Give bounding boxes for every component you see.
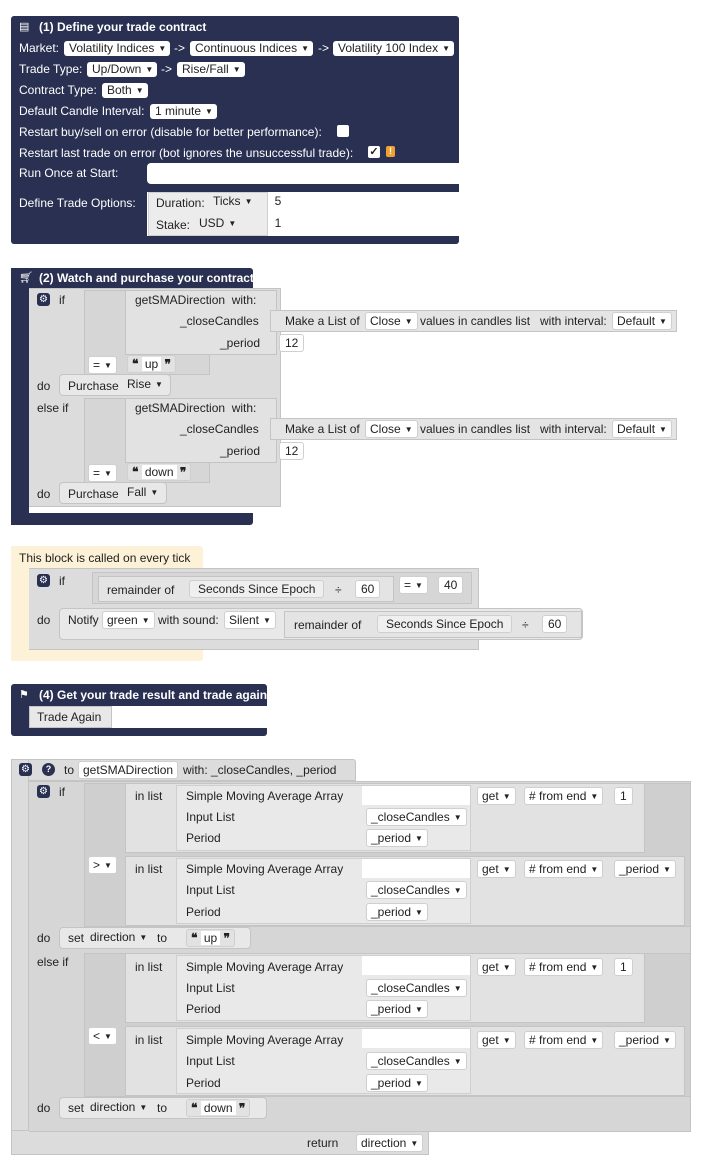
input-list-label-1: Input List [186, 810, 235, 824]
func-do-label-2: do [37, 1101, 51, 1115]
in-list-label-1: in list [135, 789, 163, 803]
duration-label: Duration: [156, 196, 205, 210]
arg-period-2: _period [220, 444, 261, 458]
sma-label-1: Simple Moving Average Array [186, 789, 344, 803]
fn-name-1: getSMADirection with: [135, 293, 257, 307]
with-interval-1: with interval: [540, 314, 607, 328]
notify-label: Notify [68, 613, 99, 627]
func-left [11, 759, 29, 1155]
symbol-dropdown[interactable]: Volatility 100 Index ▼ [333, 41, 454, 56]
with-interval-2: with interval: [540, 422, 607, 436]
period-dropdown-2[interactable]: _period ▼ [366, 903, 428, 921]
market-label: Market: [19, 41, 60, 55]
trade-type-label: Trade Type: [19, 62, 83, 76]
func-name-field[interactable]: getSMADirection [78, 761, 178, 779]
close-candles-dropdown-2[interactable]: _closeCandles ▼ [366, 881, 467, 899]
do-label-2: do [37, 487, 51, 501]
gt-dropdown[interactable]: > ▼ [88, 856, 117, 874]
period-label-4: Period [186, 1076, 221, 1090]
sma-slot-4 [362, 1029, 470, 1048]
return-label: return [307, 1136, 339, 1150]
text-down-2[interactable]: ❝ down ❞ [127, 463, 191, 481]
divisor-input-2[interactable]: 60 [542, 615, 567, 633]
in-list-label-2: in list [135, 862, 163, 876]
arg-close-candles-2: _closeCandles [180, 422, 259, 436]
market-dropdown[interactable]: Volatility Indices ▼ [64, 41, 170, 56]
in-list-label-3: in list [135, 960, 163, 974]
contract-type-dropdown[interactable]: Both ▼ [102, 83, 148, 98]
from-end-dropdown-4[interactable]: # from end ▼ [524, 1031, 603, 1049]
trade-type-dropdown[interactable]: Up/Down ▼ [87, 62, 157, 77]
restart-last-checkbox[interactable]: ✓ [369, 146, 379, 158]
submarket-dropdown[interactable]: Continuous Indices ▼ [190, 41, 313, 56]
stake-currency-dropdown[interactable]: USD ▼ [199, 216, 237, 230]
text-down-func[interactable]: ❝ down ❞ [186, 1099, 250, 1117]
candle-interval-dropdown[interactable]: 1 minute ▼ [150, 104, 217, 119]
period-dropdown-1[interactable]: _period ▼ [366, 829, 428, 847]
block1-title: (1) Define your trade contract [39, 20, 207, 34]
else-if-label: else if [37, 401, 69, 415]
gear-icon[interactable]: ⚙ [37, 574, 50, 587]
arrow-1: -> [174, 41, 186, 55]
period-label-1: Period [186, 831, 221, 845]
div-sign-2: ÷ [522, 618, 529, 632]
get-dropdown-4[interactable]: get ▼ [477, 1031, 516, 1049]
input-list-label-4: Input List [186, 1054, 235, 1068]
fn-name-2: getSMADirection with: [135, 401, 257, 415]
duration-unit-dropdown[interactable]: Ticks ▼ [213, 194, 253, 208]
purchase-dropdown-rise[interactable]: Rise ▼ [127, 377, 163, 391]
sma-label-2: Simple Moving Average Array [186, 862, 344, 876]
func-do-label-1: do [37, 931, 51, 945]
do-label-tick: do [37, 613, 51, 627]
close-candles-dropdown-4[interactable]: _closeCandles ▼ [366, 1052, 467, 1070]
get-dropdown-1[interactable]: get ▼ [477, 787, 516, 805]
period-index-dropdown-2[interactable]: _period ▼ [614, 860, 676, 878]
make-list-1: Make a List of [285, 314, 360, 328]
duration-input[interactable]: 5 [269, 193, 287, 211]
sma-label-3: Simple Moving Average Array [186, 960, 344, 974]
with-sound-label: with sound: [158, 613, 219, 627]
price-type-dropdown-1[interactable]: Close ▼ [365, 312, 418, 330]
block2-bottom-bar [11, 513, 253, 525]
sma-label-4: Simple Moving Average Array [186, 1033, 344, 1047]
seconds-since-epoch-2[interactable]: Seconds Since Epoch [377, 615, 512, 633]
input-list-label-2: Input List [186, 883, 235, 897]
run-once-label: Run Once at Start: [19, 166, 119, 180]
arrow-2: -> [318, 41, 330, 55]
from-end-dropdown-1[interactable]: # from end ▼ [524, 787, 603, 805]
get-dropdown-3[interactable]: get ▼ [477, 958, 516, 976]
eq-dropdown-2[interactable]: = ▼ [88, 464, 117, 482]
period-input-1[interactable]: 12 [279, 334, 304, 352]
set-label-2: set [68, 1101, 85, 1115]
func-to-label: to [64, 763, 75, 777]
do-label-1: do [37, 379, 51, 393]
return-direction-dropdown[interactable]: direction ▼ [356, 1134, 423, 1152]
eq-dropdown-tick[interactable]: = ▼ [399, 576, 428, 594]
restart-buy-label: Restart buy/sell on error (disable for better performance): [19, 125, 322, 139]
get-dropdown-2[interactable]: get ▼ [477, 860, 516, 878]
arrow-3: -> [161, 62, 173, 76]
trade-subtype-dropdown[interactable]: Rise/Fall ▼ [177, 62, 245, 77]
notify-color-dropdown[interactable]: green ▼ [102, 611, 155, 629]
arg-period-1: _period [220, 336, 261, 350]
if-label-tick: if [59, 574, 65, 588]
stake-label: Stake: [156, 218, 191, 232]
seconds-since-epoch-1[interactable]: Seconds Since Epoch [189, 580, 324, 598]
contract-type-label: Contract Type: [19, 83, 97, 97]
flag-icon: ⚑ [19, 689, 29, 701]
text-up-1[interactable]: ❝ up ❞ [127, 355, 176, 373]
values-in-1: values in candles list [420, 314, 531, 328]
text-up-func[interactable]: ❝ up ❞ [186, 929, 235, 947]
sma-slot-3 [362, 956, 470, 975]
eq-dropdown-1[interactable]: = ▼ [88, 356, 117, 374]
remainder-label-2: remainder of [294, 618, 362, 632]
set-label-1: set [68, 931, 85, 945]
if-label: if [59, 293, 65, 307]
cart-icon: 🛒︎ [19, 272, 33, 284]
block4-title: (4) Get your trade result and trade again [39, 688, 268, 702]
help-icon[interactable]: ? [42, 763, 55, 776]
period-label-2: Period [186, 905, 221, 919]
index-input-1[interactable]: 1 [614, 787, 633, 805]
interval-dropdown-2[interactable]: Default ▼ [612, 420, 672, 438]
block2-title: (2) Watch and purchase your contract [39, 271, 254, 285]
purchase-label-2: Purchase [68, 487, 119, 501]
input-list-label-3: Input List [186, 981, 235, 995]
define-options-label: Define Trade Options: [19, 196, 136, 210]
sma-slot-1 [362, 786, 470, 805]
in-list-label-4: in list [135, 1033, 163, 1047]
values-in-2: values in candles list [420, 422, 531, 436]
divisor-input-1[interactable]: 60 [355, 580, 380, 598]
period-dropdown-3[interactable]: _period ▼ [366, 1000, 428, 1018]
func-params: with: _closeCandles, _period [183, 763, 337, 777]
period-input-2[interactable]: 12 [279, 442, 304, 460]
from-end-dropdown-3[interactable]: # from end ▼ [524, 958, 603, 976]
div-sign-1: ÷ [335, 583, 342, 597]
to-label-2: to [157, 1101, 168, 1115]
from-end-dropdown-2[interactable]: # from end ▼ [524, 860, 603, 878]
close-candles-dropdown-3[interactable]: _closeCandles ▼ [366, 979, 467, 997]
sound-dropdown[interactable]: Silent ▼ [224, 611, 276, 629]
direction-var-dropdown-1[interactable]: direction ▼ [90, 930, 148, 944]
purchase-dropdown-fall[interactable]: Fall ▼ [127, 485, 159, 499]
index-input-3[interactable]: 1 [614, 958, 633, 976]
compare-value-input[interactable]: 40 [438, 576, 463, 594]
close-candles-dropdown-1[interactable]: _closeCandles ▼ [366, 808, 467, 826]
warning-icon[interactable]: ! [386, 146, 395, 157]
interval-dropdown-1[interactable]: Default ▼ [612, 312, 672, 330]
gear-icon[interactable]: ⚙ [19, 763, 32, 776]
lt-dropdown[interactable]: < ▼ [88, 1027, 117, 1045]
price-type-dropdown-2[interactable]: Close ▼ [365, 420, 418, 438]
period-label-3: Period [186, 1002, 221, 1016]
arg-close-candles-1: _closeCandles [180, 314, 259, 328]
to-label-1: to [157, 931, 168, 945]
make-list-2: Make a List of [285, 422, 360, 436]
direction-var-dropdown-2[interactable]: direction ▼ [90, 1100, 148, 1114]
period-dropdown-4[interactable]: _period ▼ [366, 1074, 428, 1092]
period-index-dropdown-4[interactable]: _period ▼ [614, 1031, 676, 1049]
func-if-label: if [59, 785, 65, 799]
block1-notch [147, 163, 459, 184]
func-else-if-label: else if [37, 955, 69, 969]
restart-last-label: Restart last trade on error (bot ignores the unsuccessful trade): [19, 146, 354, 160]
trade-again-label: Trade Again [37, 710, 102, 724]
sma-slot-2 [362, 859, 470, 878]
stake-input[interactable]: 1 [269, 215, 287, 233]
book-icon: ▤ [19, 21, 30, 33]
candle-interval-label: Default Candle Interval: [19, 104, 145, 118]
purchase-label-1: Purchase [68, 379, 119, 393]
restart-buy-checkbox[interactable] [337, 125, 349, 137]
block2-left-bar [11, 268, 29, 525]
remainder-label-1: remainder of [107, 583, 175, 597]
gear-icon[interactable]: ⚙ [37, 785, 50, 798]
gear-icon[interactable]: ⚙ [37, 293, 50, 306]
block3-title: This block is called on every tick [19, 551, 191, 565]
